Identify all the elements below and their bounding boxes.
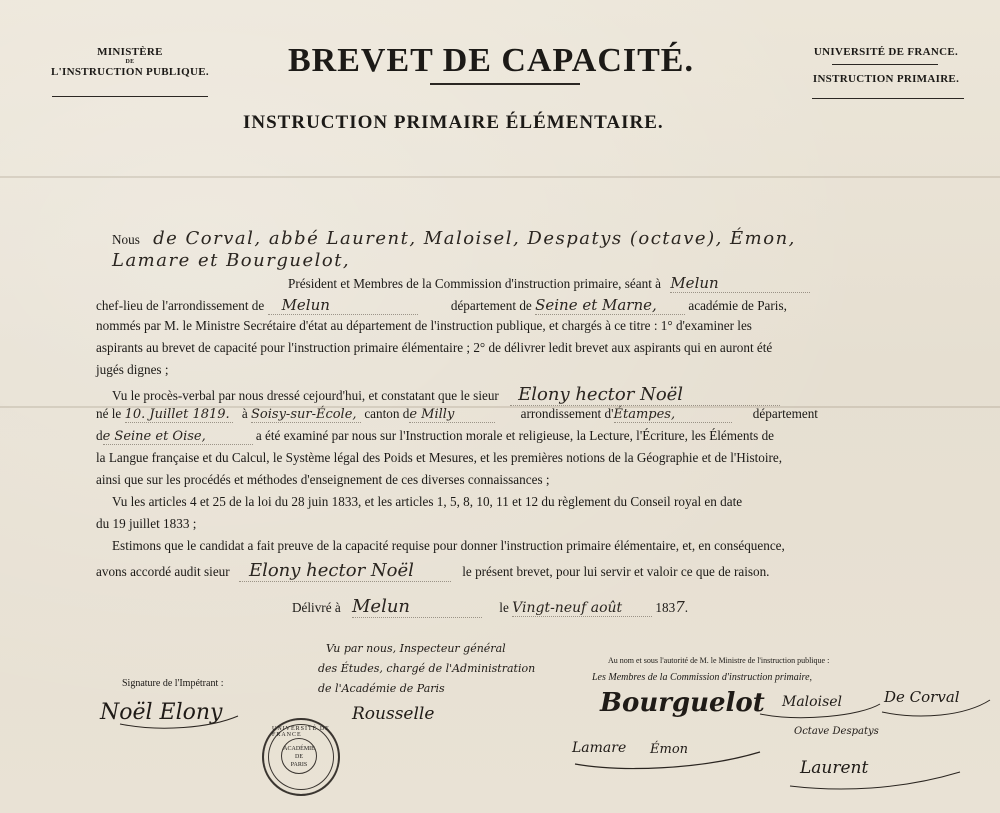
signature-impetrant-label: Signature de l'Impétrant :: [122, 678, 224, 689]
paragraph-line-10: ainsi que sur les procédés et méthodes d'enseignement de ces diverses connaissances ;: [96, 472, 550, 487]
ministry-line3: L'INSTRUCTION PUBLIQUE.: [51, 66, 209, 78]
ministry-line1: MINISTÈRE: [97, 46, 163, 58]
paragraph-line-4: aspirants au brevet de capacité pour l'instruction primaire élémentaire ; 2° de délivrer ledit brevet aux aspirants qui en auront été: [96, 340, 773, 355]
ministry-line2: DE: [125, 59, 135, 65]
signature-decorval: De Corval: [884, 688, 960, 706]
seat-city: Melun: [670, 274, 719, 292]
nous-label: Nous: [112, 232, 140, 247]
seal-line-2: DE: [295, 754, 303, 760]
paragraph-line-9: la Langue française et du Calcul, le Système légal des Poids et Mesures, et les premières notions de la Géographie et de l'Histoire,: [96, 450, 783, 465]
authority-line: Au nom et sous l'autorité de M. le Ministre de l'instruction publique :: [608, 656, 830, 665]
visa-line-2: des Études, chargé de l'Administration: [318, 662, 536, 675]
seal-line-3: PARIS: [290, 762, 308, 768]
canton-value: e Milly: [409, 407, 455, 422]
birth-place: Soisy-sur-École,: [251, 407, 357, 422]
canton-label: canton d: [364, 406, 410, 421]
commission-line: Les Membres de la Commission d'instruction primaire,: [592, 672, 813, 683]
delivered-date: Vingt-neuf août: [512, 600, 623, 616]
visa-line-3: de l'Académie de Paris: [318, 682, 445, 695]
departement-value: Seine et Marne,: [535, 296, 657, 314]
visa-line-1: Vu par nous, Inspecteur général: [326, 642, 506, 655]
year-prefix: 183: [655, 600, 676, 615]
arrondissement2-label: arrondissement d': [520, 406, 614, 421]
visa-signature: Rousselle: [352, 704, 435, 724]
seal-line-1: ACADÉMIE: [283, 746, 315, 752]
candidate-name-2: Elony hector Noël: [248, 560, 414, 581]
le-label: le: [499, 600, 509, 615]
present-brevet-text: le présent brevet, pour lui servir et valoir ce que de raison.: [462, 564, 770, 579]
impetrant-signature: Noël Elony: [100, 700, 223, 725]
departement2-label: département: [752, 406, 818, 421]
arrondissement2-value: Étampes,: [613, 407, 676, 422]
seal-ring-text: UNIVERSITÉ DE FRANCE: [272, 726, 330, 738]
signature-maloisel: Maloisel: [782, 694, 843, 710]
president-text: Président et Membres de la Commission d'instruction primaire, séant à: [288, 276, 662, 291]
arrondissement-value: Melun: [281, 296, 330, 314]
chef-lieu-text: chef-lieu de l'arrondissement de: [96, 298, 265, 313]
paragraph-line-3: nommés par M. le Ministre Secrétaire d'état au département de l'instruction publique, et chargés à ce titre : 1° d'examiner les: [96, 318, 752, 333]
delivered-city: Melun: [352, 596, 411, 617]
year-end: .: [684, 600, 689, 615]
paragraph-estimons: Estimons que le candidat a fait preuve de la capacité requise pour donner l'instruction primaire élémentaire, et, en conséquence,: [112, 538, 785, 553]
departement-label: département de: [450, 298, 532, 313]
vu-proces-text: Vu le procès-verbal par nous dressé cejourd'hui, et constatant que le sieur: [112, 388, 499, 403]
delivered-label: Délivré à: [292, 600, 341, 615]
ne-le-label: né le: [96, 406, 122, 421]
paragraph-line-5: jugés dignes ;: [96, 362, 169, 377]
document-subtitle: INSTRUCTION PRIMAIRE ÉLÉMENTAIRE.: [243, 112, 664, 133]
commission-names-2: Lamare et Bourguelot,: [112, 250, 351, 271]
paragraph-line-12: du 19 juillet 1833 ;: [96, 516, 197, 531]
departement2-value: e Seine et Oise,: [102, 429, 206, 444]
signature-emon: Émon: [650, 742, 689, 757]
accorde-text: avons accordé audit sieur: [96, 564, 230, 579]
a-label: à: [241, 406, 248, 421]
d-label: d: [96, 428, 103, 443]
university-line1: UNIVERSITÉ DE FRANCE.: [813, 46, 959, 58]
birth-date: 10. Juillet 1819.: [124, 407, 230, 422]
signature-despatys: Octave Despatys: [794, 726, 879, 737]
signature-bourguelot: Bourguelot: [600, 688, 765, 718]
signature-laurent: Laurent: [800, 758, 869, 778]
commission-names-1: de Corval, abbé Laurent, Maloisel, Despatys (octave), Émon,: [153, 228, 796, 249]
paragraph-vu-articles: Vu les articles 4 et 25 de la loi du 28 juin 1833, et les articles 1, 5, 8, 10, 11 et 12 du règlement du Conseil royal en date: [112, 494, 743, 509]
candidate-name: Elony hector Noël: [518, 384, 684, 405]
university-line2: INSTRUCTION PRIMAIRE.: [812, 73, 960, 85]
examined-text: a été examiné par nous sur l'Instruction morale et religieuse, la Lecture, l'Écriture, les Éléments de: [255, 428, 775, 443]
signature-lamare: Lamare: [572, 740, 627, 756]
academie-text: académie de Paris,: [688, 298, 787, 313]
year-digit: 7: [675, 598, 685, 616]
document-title: BREVET DE CAPACITÉ.: [288, 42, 694, 79]
